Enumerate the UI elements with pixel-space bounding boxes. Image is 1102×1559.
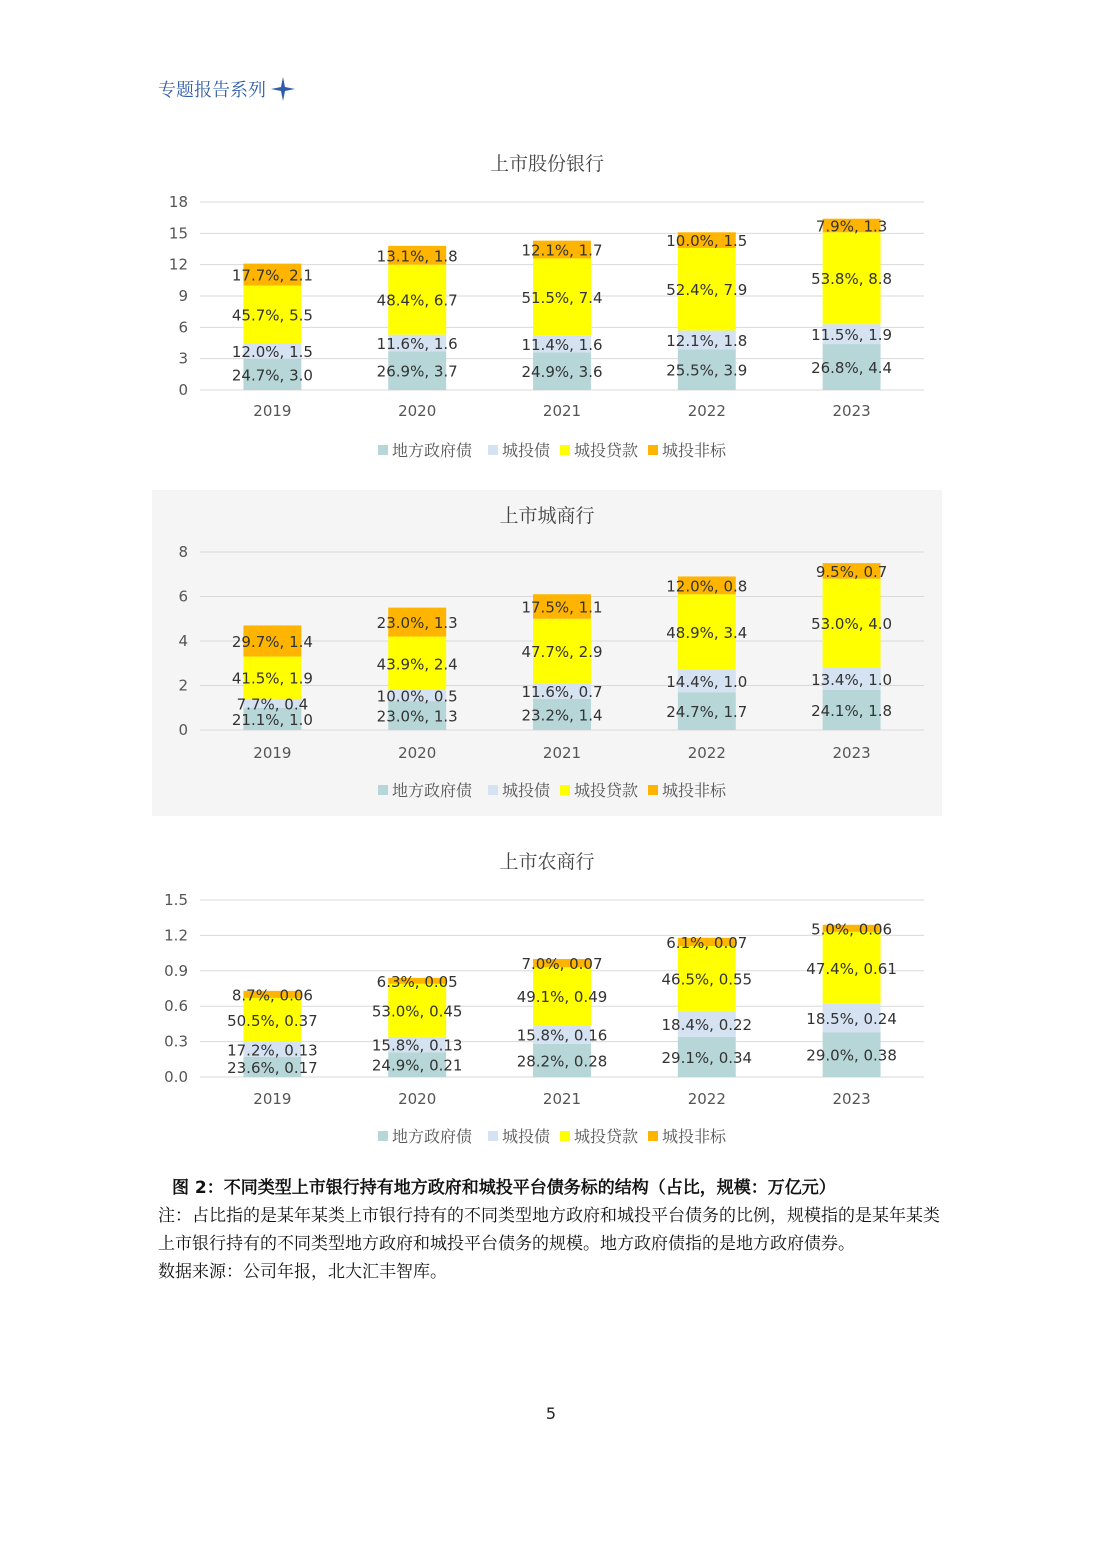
- legend-swatch: [488, 445, 498, 455]
- chart-title: 上市农商行: [499, 851, 595, 873]
- data-label: 23.2%, 1.4: [521, 706, 603, 725]
- data-label: 17.5%, 1.1: [521, 598, 603, 617]
- y-tick-label: 0.9: [164, 961, 188, 980]
- data-label: 29.7%, 1.4: [231, 633, 313, 651]
- x-tick-label: 2023: [832, 402, 871, 420]
- legend-swatch: [648, 445, 658, 455]
- data-label: 23.6%, 0.17: [227, 1058, 318, 1077]
- x-tick-label: 2021: [542, 402, 582, 420]
- y-tick-label: 8: [178, 543, 188, 561]
- legend-label: 地方政府债: [392, 781, 473, 800]
- y-tick-label: 3: [178, 349, 188, 368]
- data-label: 15.8%, 0.16: [516, 1026, 608, 1045]
- y-tick-label: 12: [168, 255, 188, 274]
- legend-swatch: [488, 1131, 498, 1141]
- legend-label: 城投贷款: [574, 441, 639, 460]
- legend-label: 城投贷款: [574, 781, 639, 800]
- x-tick-label: 2020: [398, 1090, 437, 1108]
- data-label: 18.4%, 0.22: [661, 1015, 753, 1034]
- data-label: 47.4%, 0.61: [806, 959, 897, 978]
- legend-swatch: [488, 785, 498, 795]
- x-tick-label: 2022: [687, 744, 726, 762]
- data-label: 53.8%, 8.8: [811, 270, 893, 289]
- data-label: 29.0%, 0.38: [806, 1046, 897, 1065]
- four-point-star-icon: [270, 76, 296, 102]
- chart-title: 上市股份银行: [489, 153, 605, 175]
- data-label: 26.9%, 3.7: [376, 362, 458, 381]
- data-label: 7.0%, 0.07: [521, 955, 603, 974]
- data-label: 24.9%, 3.6: [521, 363, 603, 382]
- data-label: 11.6%, 0.7: [521, 683, 603, 702]
- data-label: 51.5%, 7.4: [521, 289, 603, 308]
- figure-note: 注：占比指的是某年某类上市银行持有的不同类型地方政府和城投平台债务的比例，规模指的是某年某类上市银行持有的不同类型地方政府和城投平台债务的规模。地方政府债指的是地方政府债券。: [158, 1206, 940, 1254]
- y-tick-label: 1.2: [164, 926, 188, 945]
- legend-label: 城投债: [502, 441, 551, 460]
- legend-label: 城投债: [502, 781, 551, 800]
- y-tick-label: 4: [178, 632, 188, 650]
- data-label: 10.0%, 0.5: [376, 687, 458, 706]
- data-label: 24.7%, 1.7: [666, 703, 748, 722]
- y-tick-label: 0.0: [164, 1068, 188, 1086]
- chart-svg: [152, 836, 942, 1158]
- data-label: 52.4%, 7.9: [666, 281, 748, 300]
- data-label: 12.1%, 1.7: [521, 241, 603, 260]
- data-label: 9.5%, 0.7: [815, 562, 888, 581]
- data-label: 10.0%, 1.5: [666, 232, 748, 251]
- legend-label: 城投非标: [662, 1127, 727, 1146]
- data-label: 53.0%, 0.45: [371, 1002, 463, 1021]
- x-tick-label: 2020: [398, 402, 437, 420]
- x-tick-label: 2019: [253, 402, 292, 420]
- y-tick-label: 6: [178, 318, 188, 337]
- y-tick-label: 9: [178, 287, 188, 305]
- data-label: 41.5%, 1.9: [231, 669, 313, 688]
- data-label: 46.5%, 0.55: [661, 970, 753, 989]
- data-label: 5.0%, 0.06: [811, 920, 893, 939]
- data-label: 24.7%, 3.0: [231, 366, 313, 385]
- chart-listed-city-commercial-banks: [152, 490, 942, 816]
- data-label: 23.0%, 1.3: [376, 707, 458, 726]
- x-tick-label: 2019: [253, 744, 292, 762]
- x-tick-label: 2019: [253, 1090, 292, 1108]
- data-label: 24.9%, 0.21: [371, 1056, 463, 1075]
- chart-title: 上市城商行: [499, 505, 595, 527]
- data-label: 12.0%, 0.8: [666, 577, 748, 596]
- data-label: 14.4%, 1.0: [666, 673, 748, 692]
- report-series-header: [158, 76, 296, 102]
- data-label: 29.1%, 0.34: [661, 1048, 753, 1067]
- x-tick-label: 2021: [542, 1090, 582, 1108]
- data-label: 17.2%, 0.13: [227, 1041, 318, 1060]
- legend-swatch: [648, 1131, 658, 1141]
- data-label: 23.0%, 1.3: [376, 614, 458, 633]
- data-label: 24.1%, 1.8: [811, 701, 893, 720]
- legend-label: 地方政府债: [392, 1127, 473, 1146]
- x-tick-label: 2021: [542, 744, 582, 762]
- data-label: 18.5%, 0.24: [806, 1010, 897, 1028]
- y-tick-label: 2: [178, 676, 188, 695]
- data-label: 53.0%, 4.0: [811, 615, 893, 634]
- data-label: 6.3%, 0.05: [376, 972, 458, 991]
- y-tick-label: 0: [178, 381, 188, 399]
- chart-svg: [152, 490, 942, 816]
- legend-swatch: [378, 445, 388, 455]
- data-label: 48.9%, 3.4: [666, 624, 748, 643]
- data-label: 28.2%, 0.28: [516, 1052, 608, 1071]
- legend-label: 城投非标: [662, 781, 727, 800]
- chart-listed-rural-commercial-banks: [152, 836, 942, 1158]
- data-label: 47.7%, 2.9: [521, 643, 603, 662]
- page-number: 5: [545, 1404, 557, 1423]
- y-tick-label: 0.3: [164, 1032, 188, 1051]
- data-label: 11.6%, 1.6: [376, 335, 458, 353]
- data-label: 8.7%, 0.06: [231, 986, 313, 1005]
- data-label: 50.5%, 0.37: [227, 1011, 318, 1030]
- y-tick-label: 15: [168, 224, 188, 243]
- legend-swatch: [560, 445, 570, 455]
- data-label: 45.7%, 5.5: [231, 306, 313, 325]
- y-tick-label: 0: [178, 721, 188, 739]
- data-label: 7.9%, 1.3: [815, 217, 888, 236]
- data-label: 25.5%, 3.9: [666, 361, 748, 380]
- legend-label: 城投非标: [662, 441, 727, 460]
- legend-swatch: [560, 785, 570, 795]
- x-tick-label: 2020: [398, 744, 437, 762]
- x-tick-label: 2023: [832, 744, 871, 762]
- y-tick-label: 18: [168, 193, 188, 211]
- legend-label: 城投贷款: [574, 1127, 639, 1146]
- data-label: 11.5%, 1.9: [811, 326, 893, 345]
- legend-label: 地方政府债: [392, 441, 473, 460]
- data-label: 11.4%, 1.6: [521, 336, 603, 355]
- chart-listed-joint-stock-banks: [152, 138, 942, 470]
- data-label: 12.1%, 1.8: [666, 331, 748, 350]
- legend-swatch: [560, 1131, 570, 1141]
- legend-swatch: [378, 1131, 388, 1141]
- chart-svg: [152, 138, 942, 470]
- x-tick-label: 2022: [687, 1090, 726, 1108]
- legend-swatch: [648, 785, 658, 795]
- report-series-title: 专题报告系列: [158, 80, 266, 101]
- data-label: 21.1%, 1.0: [231, 710, 313, 729]
- data-label: 13.4%, 1.0: [811, 670, 893, 689]
- data-label: 48.4%, 6.7: [376, 291, 458, 310]
- data-label: 15.8%, 0.13: [371, 1036, 463, 1055]
- y-tick-label: 0.6: [164, 997, 188, 1016]
- figure-caption: [158, 1174, 948, 1286]
- data-label: 7.7%, 0.4: [236, 695, 309, 714]
- x-tick-label: 2023: [832, 1090, 871, 1108]
- x-tick-label: 2022: [687, 402, 726, 420]
- data-label: 13.1%, 1.8: [376, 247, 458, 266]
- y-tick-label: 6: [178, 587, 188, 606]
- legend-label: 城投债: [502, 1127, 551, 1146]
- legend-swatch: [378, 785, 388, 795]
- data-label: 49.1%, 0.49: [516, 988, 608, 1007]
- y-tick-label: 1.5: [164, 891, 188, 909]
- data-label: 26.8%, 4.4: [811, 359, 893, 378]
- data-label: 6.1%, 0.07: [666, 933, 748, 952]
- data-label: 17.7%, 2.1: [231, 266, 313, 285]
- figure-source: 数据来源：公司年报，北大汇丰智库。: [158, 1262, 447, 1282]
- data-label: 12.0%, 1.5: [231, 342, 313, 361]
- figure-title: 图 2：不同类型上市银行持有地方政府和城投平台债务标的结构（占比，规模：万亿元）: [172, 1178, 836, 1198]
- data-label: 43.9%, 2.4: [376, 655, 458, 674]
